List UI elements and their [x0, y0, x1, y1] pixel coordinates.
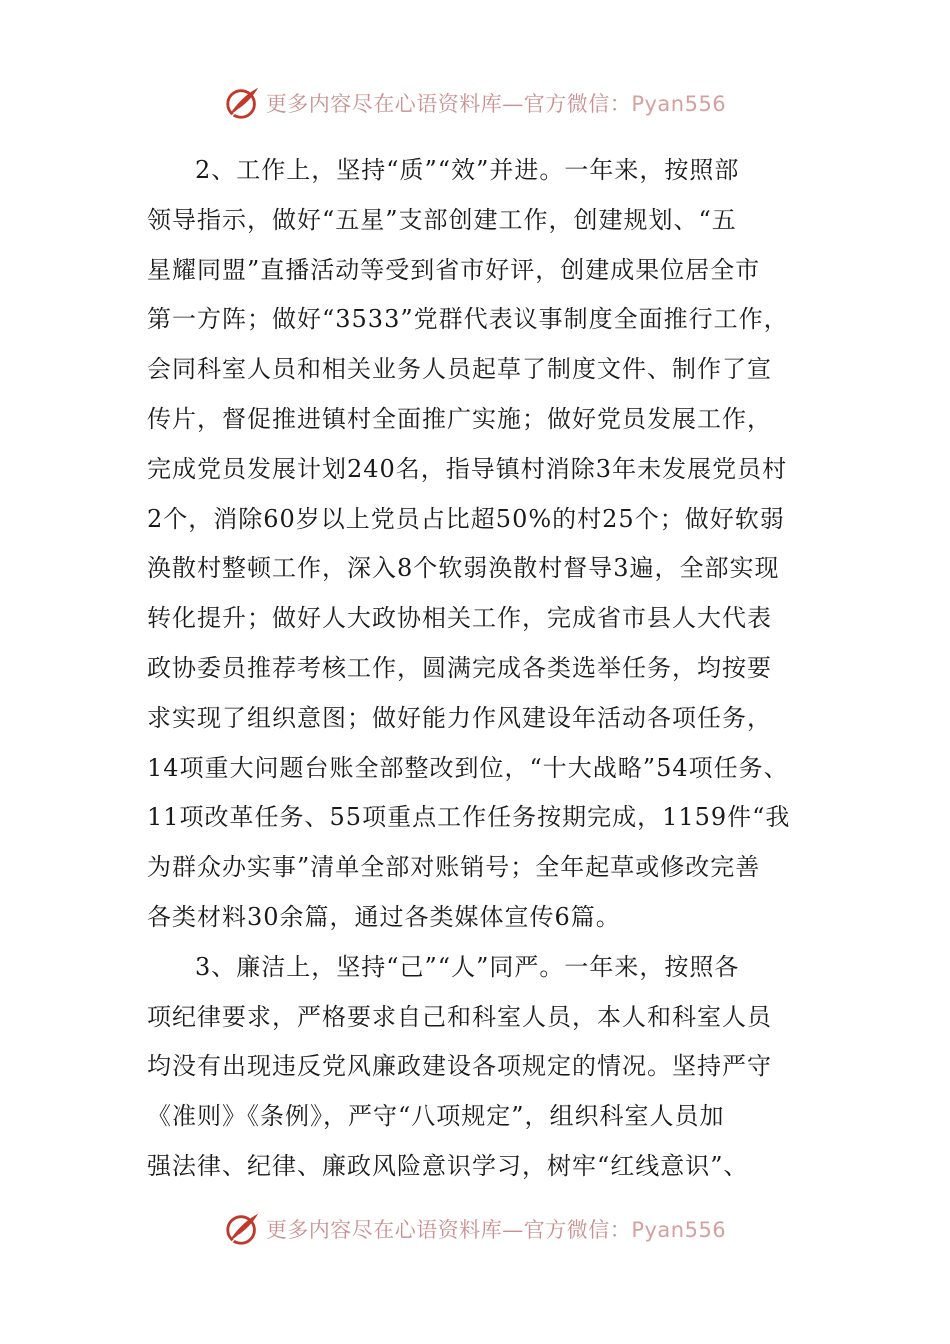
- body-line: 领导指示，做好“五星”支部创建工作，创建规划、“五: [147, 205, 737, 234]
- paragraph-work: [147, 146, 807, 943]
- body-line: 传片，督促推进镇村全面推广实施；做好党员发展工作，: [147, 404, 772, 433]
- body-line: 均没有出现违反党风廉政建设各项规定的情况。坚持严守: [147, 1052, 772, 1081]
- watermark-prefix: 更多内容尽在心语资料库—官方微信：: [265, 92, 632, 116]
- body-line: 14项重大问题台账全部整改到位，“十大战略”54项任务、: [147, 753, 789, 782]
- body-line: 求实现了组织意图；做好能力作风建设年活动各项任务，: [147, 703, 772, 732]
- body-line: 完成党员发展计划240名，指导镇村消除3年未发展党员村: [147, 454, 788, 483]
- body-line: 转化提升；做好人大政协相关工作，完成省市县人大代表: [147, 604, 772, 633]
- quill-pen-icon: [224, 1210, 262, 1248]
- paragraph-integrity: [147, 943, 807, 1192]
- wechat-id: Pyan556: [631, 92, 727, 116]
- body-line: 项纪律要求，严格要求自己和科室人员，本人和科室人员: [147, 1002, 772, 1031]
- body-line: 强法律、纪律、廉政风险意识学习，树牢“红线意识”、: [147, 1151, 749, 1180]
- body-line: 3、廉洁上，坚持“己”“人”同严。一年来，按照各: [195, 952, 740, 981]
- body-line: 涣散村整顿工作，深入8个软弱涣散村督导3遍，全部实现: [147, 554, 780, 583]
- body-line: 《准则》《条例》，严守“八项规定”，组织科室人员加: [147, 1102, 725, 1131]
- body-line: 会同科室人员和相关业务人员起草了制度文件、制作了宣: [147, 355, 772, 384]
- quill-pen-icon: [224, 84, 262, 122]
- wechat-id: Pyan556: [631, 1218, 727, 1242]
- watermark-prefix: 更多内容尽在心语资料库—官方微信：: [265, 1218, 632, 1242]
- document-body: [147, 146, 807, 1192]
- body-line: 2、工作上，坚持“质”“效”并进。一年来，按照部: [195, 156, 740, 184]
- watermark-banner-top: [0, 80, 950, 126]
- body-line: 政协委员推荐考核工作，圆满完成各类选举任务，均按要: [147, 653, 772, 682]
- body-line: 2个，消除60岁以上党员占比超50%的村25个；做好软弱: [147, 504, 785, 533]
- watermark-banner-bottom: [0, 1206, 950, 1252]
- body-line: 11项改革任务、55项重点工作任务按期完成，1159件“我: [147, 803, 791, 832]
- body-line: 为群众办实事”清单全部对账销号；全年起草或修改完善: [147, 853, 761, 882]
- body-line: 各类材料30余篇，通过各类媒体宣传6篇。: [147, 902, 621, 931]
- body-line: 星耀同盟”直播活动等受到省市好评，创建成果位居全市: [147, 255, 761, 284]
- body-line: 第一方阵；做好“3533”党群代表议事制度全面推行工作，: [147, 305, 789, 334]
